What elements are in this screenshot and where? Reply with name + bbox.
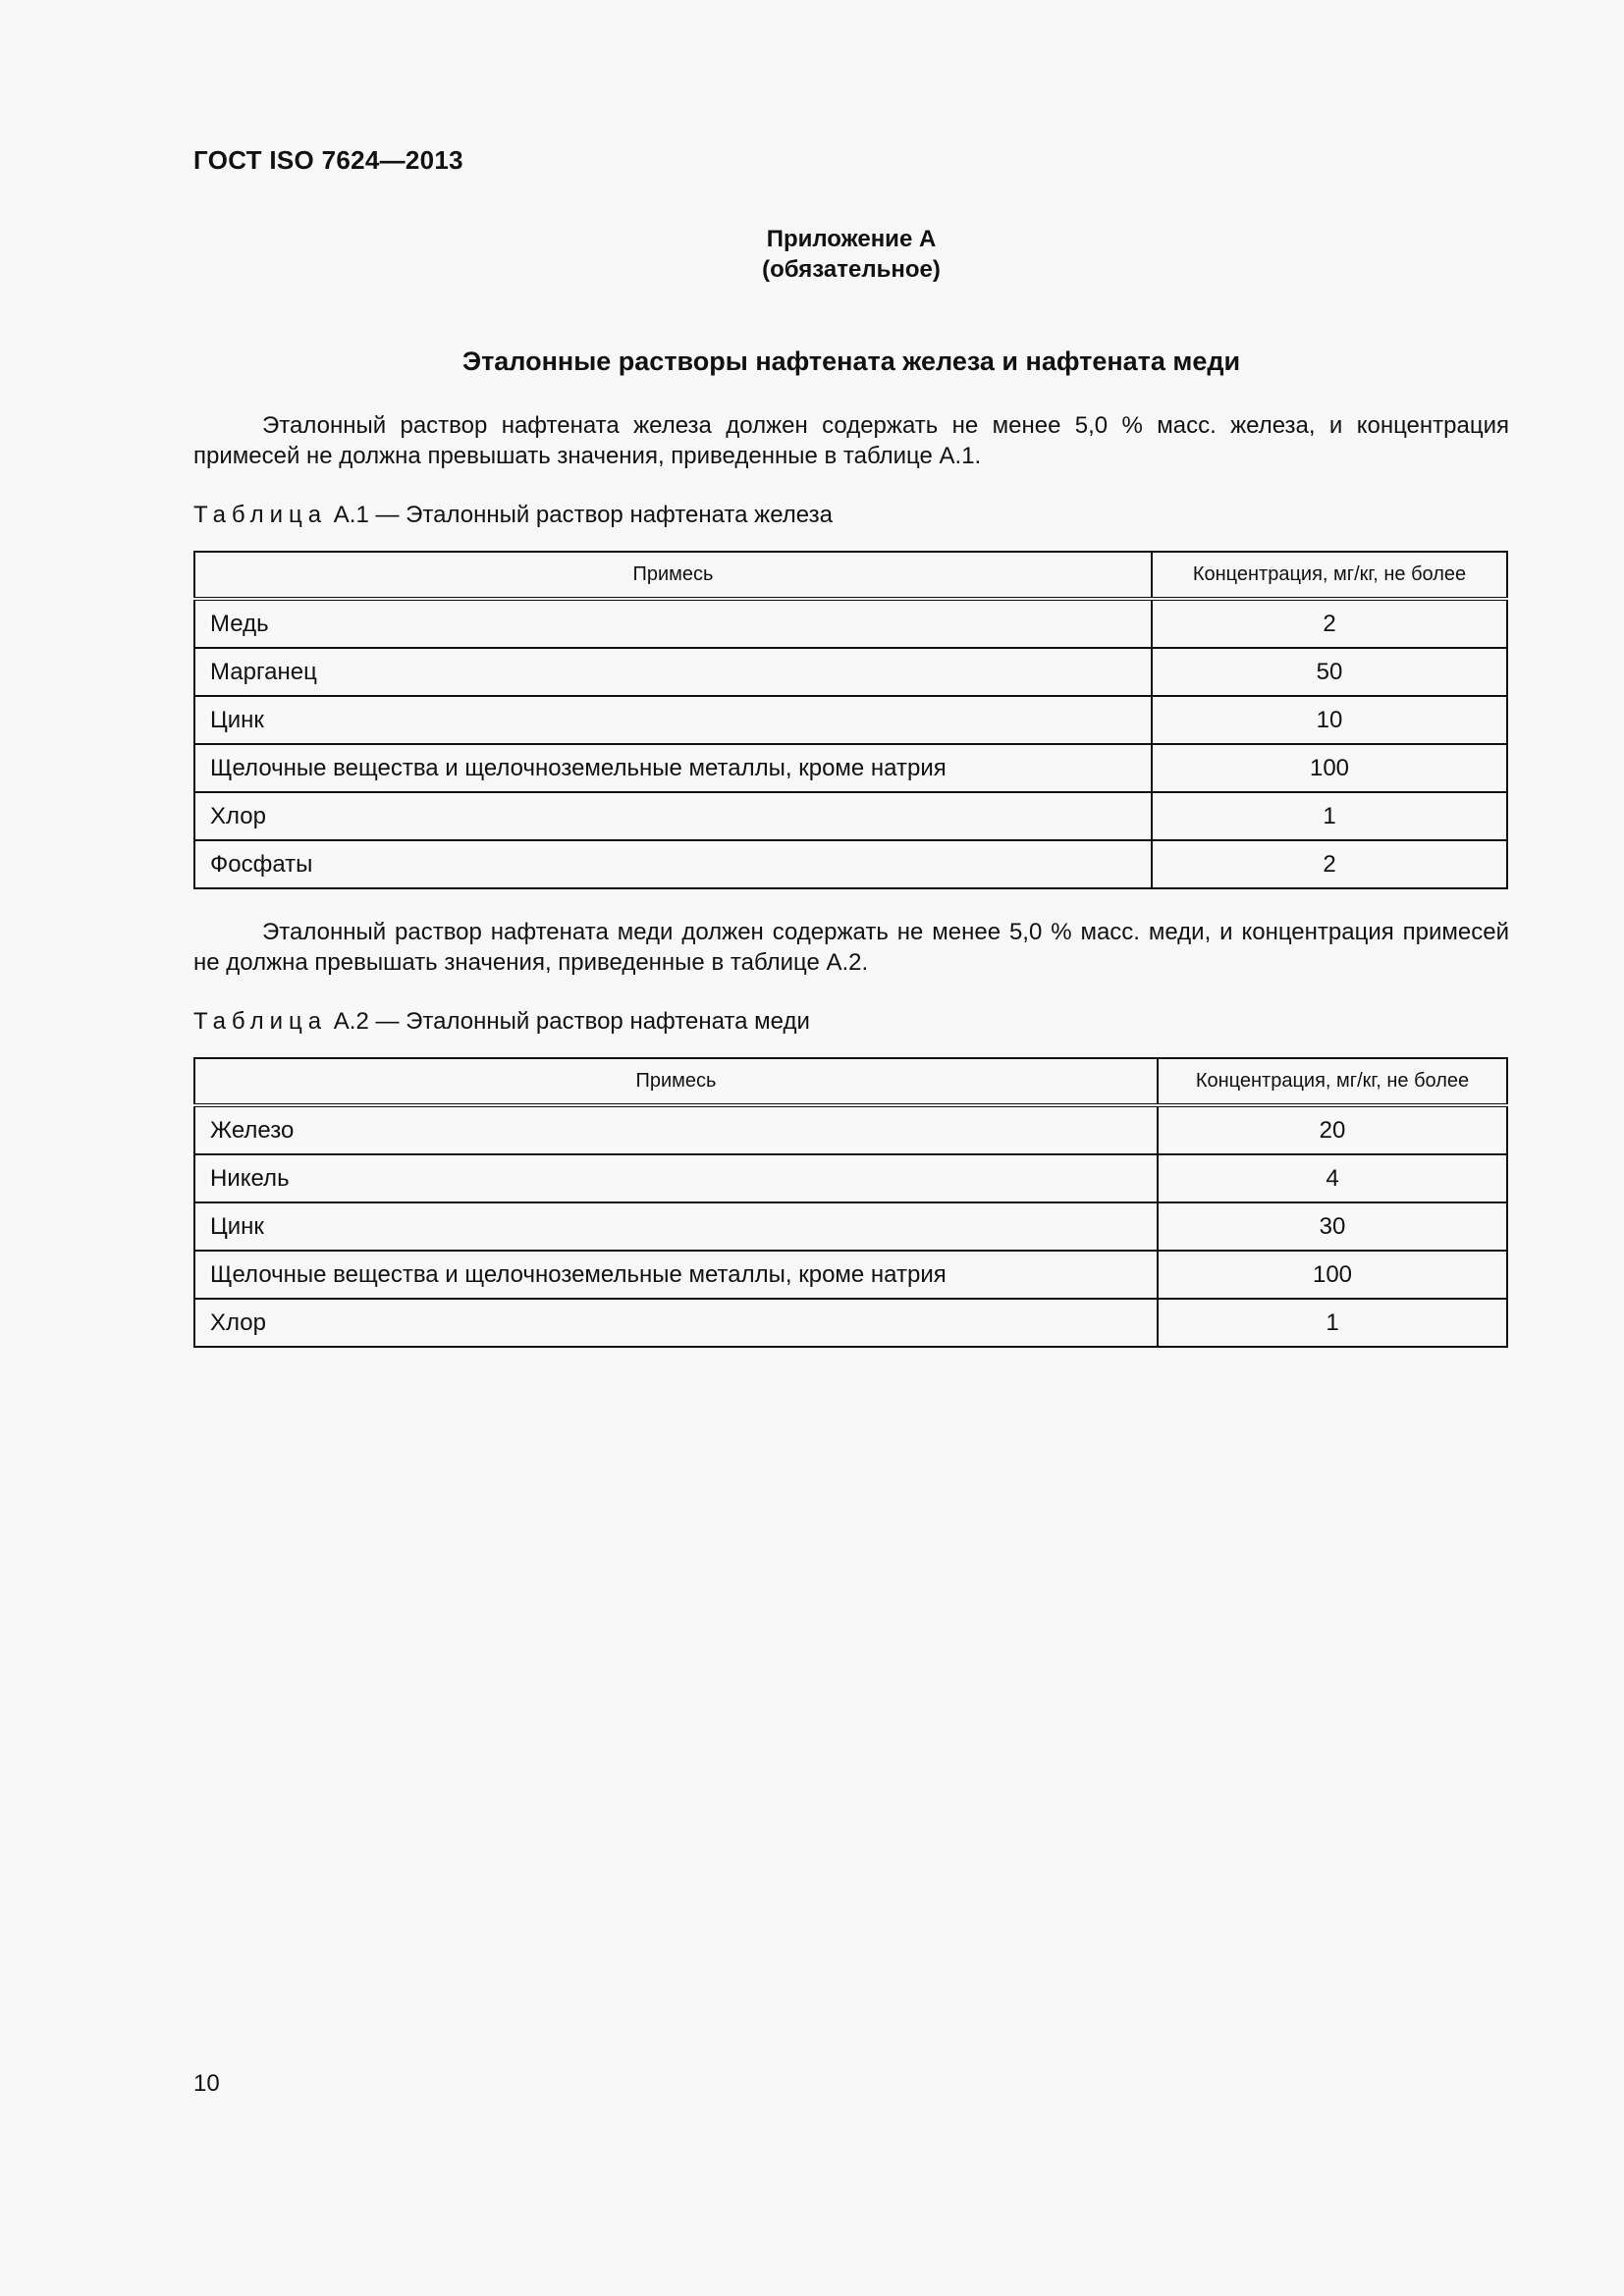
concentration-cell: 10 <box>1152 696 1507 744</box>
concentration-cell: 2 <box>1152 599 1507 648</box>
impurity-cell: Хлор <box>194 792 1152 840</box>
table2-caption <box>193 1008 810 1036</box>
section-title: Эталонные растворы нафтената железа и нафтената меди <box>461 347 1241 376</box>
concentration-cell: 2 <box>1152 840 1507 888</box>
table-row <box>194 1202 1507 1251</box>
paragraph-copper-text: Эталонный раствор нафтената меди должен содержать не менее 5,0 % масс. меди, и концентрация примесей не должна превышать значения, приведенные в таблице А.2. <box>193 919 1509 976</box>
table-row <box>194 696 1507 744</box>
concentration-cell: 1 <box>1152 792 1507 840</box>
paragraph-iron <box>193 410 1509 471</box>
concentration-cell: 30 <box>1158 1202 1507 1251</box>
table-copper-impurities <box>193 1057 1508 1348</box>
concentration-cell: 100 <box>1152 744 1507 792</box>
table-row <box>194 792 1507 840</box>
impurity-cell: Никель <box>194 1154 1158 1202</box>
table-iron-impurities <box>193 551 1508 889</box>
table-row <box>194 1105 1507 1154</box>
table-row <box>194 840 1507 888</box>
column-header-concentration: Концентрация, мг/кг, не более <box>1158 1058 1507 1105</box>
table-row <box>194 1251 1507 1299</box>
page-number: 10 <box>193 2070 220 2097</box>
table-header-row <box>194 552 1507 599</box>
concentration-cell: 100 <box>1158 1251 1507 1299</box>
table-row <box>194 1299 1507 1347</box>
paragraph-iron-text: Эталонный раствор нафтената железа должен содержать не менее 5,0 % масс. железа, и концентрация примесей не должна превышать значения, приведенные в таблице А.1. <box>193 412 1509 469</box>
table2-caption-text: А.2 — Эталонный раствор нафтената меди <box>333 1008 810 1035</box>
impurity-cell: Медь <box>194 599 1152 648</box>
table-row <box>194 1154 1507 1202</box>
appendix-title: Приложение А <box>766 226 937 252</box>
impurity-cell: Щелочные вещества и щелочноземельные металлы, кроме натрия <box>194 744 1152 792</box>
table-row <box>194 648 1507 696</box>
table-row <box>194 599 1507 648</box>
table1-caption-label: Таблица <box>193 502 328 528</box>
impurity-cell: Цинк <box>194 696 1152 744</box>
table2-caption-label: Таблица <box>193 1008 328 1035</box>
table-header-row <box>194 1058 1507 1105</box>
appendix-heading <box>193 224 1509 285</box>
paragraph-copper <box>193 917 1509 978</box>
impurity-cell: Щелочные вещества и щелочноземельные металлы, кроме натрия <box>194 1251 1158 1299</box>
table1-caption-text: А.1 — Эталонный раствор нафтената железа <box>333 502 833 528</box>
table1-caption <box>193 502 833 529</box>
concentration-cell: 50 <box>1152 648 1507 696</box>
impurity-cell: Цинк <box>194 1202 1158 1251</box>
column-header-concentration: Концентрация, мг/кг, не более <box>1152 552 1507 599</box>
concentration-cell: 20 <box>1158 1105 1507 1154</box>
impurity-cell: Железо <box>194 1105 1158 1154</box>
concentration-cell: 1 <box>1158 1299 1507 1347</box>
document-page <box>193 0 1509 2296</box>
appendix-status: (обязательное) <box>762 256 941 283</box>
table-row <box>194 744 1507 792</box>
concentration-cell: 4 <box>1158 1154 1507 1202</box>
column-header-impurity: Примесь <box>194 1058 1158 1105</box>
impurity-cell: Марганец <box>194 648 1152 696</box>
impurity-cell: Хлор <box>194 1299 1158 1347</box>
document-code: ГОСТ ISO 7624—2013 <box>193 145 463 175</box>
impurity-cell: Фосфаты <box>194 840 1152 888</box>
column-header-impurity: Примесь <box>194 552 1152 599</box>
